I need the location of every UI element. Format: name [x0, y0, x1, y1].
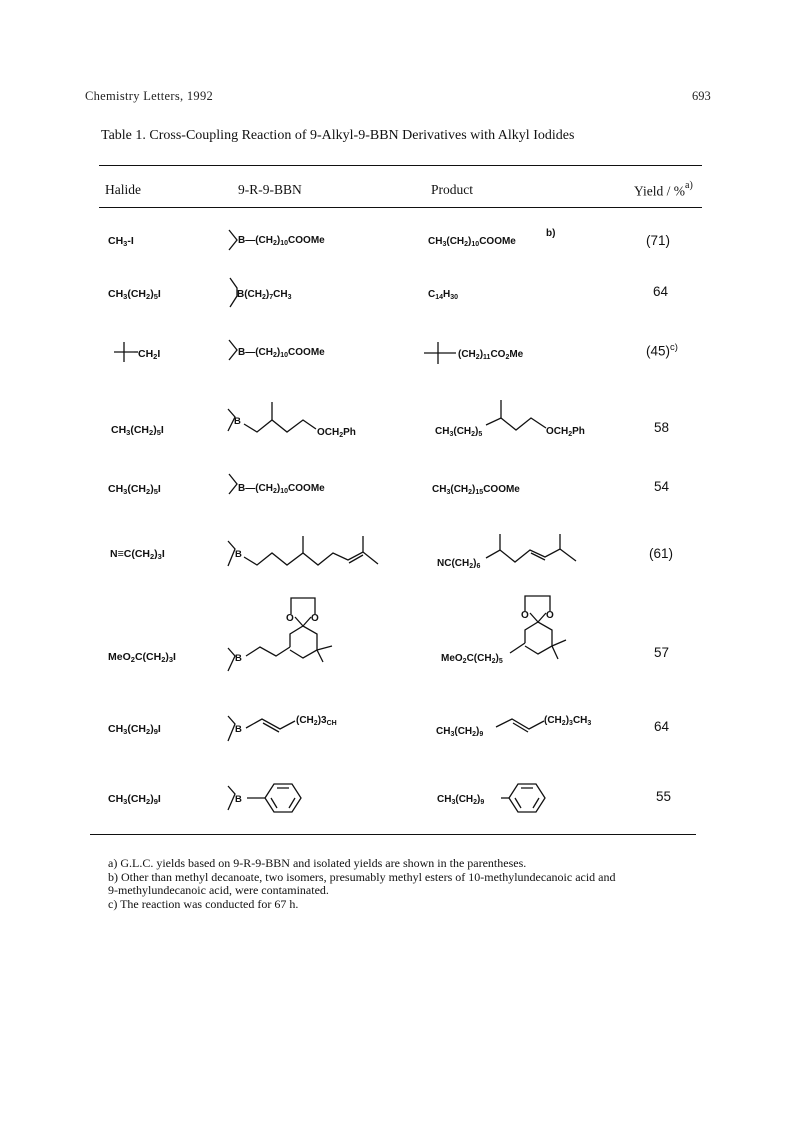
yield-4: 54	[654, 479, 670, 494]
yield-3: 58	[654, 420, 670, 435]
column-header-halide: Halide	[105, 182, 141, 197]
column-header-reagent: 9-R-9-BBN	[238, 182, 302, 197]
reagent-6-oxygen-1: O	[286, 613, 294, 624]
yield-1: 64	[653, 284, 669, 299]
row-2	[114, 340, 524, 364]
row-7	[108, 715, 591, 741]
yield-footnote-marker: a)	[685, 180, 693, 191]
reagent-4: $B—(CH_2)_{10}COOMe$	[238, 483, 325, 495]
yield-0: (71)	[646, 233, 671, 248]
product-4: $CH_3(CH_2)_{15}COOMe$	[432, 484, 520, 496]
reagent-3-ether: $OCH_2Ph$	[317, 427, 356, 439]
product-6: $MeO_2C(CH_2)_5$	[441, 653, 503, 665]
halide-5: N≡C(CH2)3I	[110, 548, 165, 561]
tert-butyl-group-product	[424, 342, 456, 364]
row-6	[108, 596, 566, 671]
row-0	[108, 228, 555, 250]
halide-8: CH3(CH2)9I	[108, 793, 161, 806]
halide-1: CH3(CH2)5I	[108, 288, 161, 301]
bbn-stub-0	[229, 230, 237, 250]
product-skeleton-8	[501, 784, 545, 812]
page-number: 693	[692, 89, 711, 103]
bbn-stub-2	[229, 340, 237, 360]
halide-6: MeO2C(CH2)3I	[108, 651, 176, 664]
row-1	[108, 278, 458, 307]
product-6-oxygen-2: O	[546, 610, 554, 621]
halide-0: CH3-I	[108, 235, 134, 248]
reagent-7-chain: $(CH_2)3_{CH}$	[296, 715, 337, 727]
product-3: $CH_3(CH_2)_5$	[435, 426, 483, 438]
yield-7: 64	[654, 719, 670, 734]
product-7-chain: $(CH_2)_3CH_3$	[544, 715, 592, 727]
row-3	[111, 400, 585, 439]
column-header-yield-label: Yield / %	[634, 183, 685, 199]
product-8: $CH_3(CH_2)_9$	[437, 794, 485, 806]
product-6-oxygen-1: O	[521, 610, 529, 621]
yield-8: 55	[656, 789, 672, 804]
table-caption: Table 1. Cross-Coupling Reaction of 9-Alkyl-9-BBN Derivatives with Alkyl Iodides	[101, 128, 575, 143]
reagent-2: $B—(CH_2)_{10}COOMe$	[238, 347, 325, 359]
yield-2	[646, 342, 678, 359]
reagent-0: $B—(CH_2)_{10}COOMe$	[238, 235, 325, 247]
product-1: $C_{14}H_{30}$	[428, 289, 459, 301]
reagent-8-boron: B	[235, 794, 242, 805]
reagent-skeleton-3	[228, 402, 316, 432]
reagent-6-boron: B	[235, 653, 242, 664]
product-5: $NC(CH_2)_6$	[437, 558, 481, 570]
product-3-ether: $OCH_2Ph$	[546, 426, 585, 438]
yield-6: 57	[654, 645, 670, 660]
footnote-b: b) Other than methyl decanoate, two isomers, presumably methyl esters of 10-methylundecanoic acid and	[108, 869, 616, 884]
product-skeleton-6	[510, 596, 566, 659]
tert-butyl-group-halide	[114, 342, 138, 362]
reagent-6-oxygen-2: O	[311, 613, 319, 624]
halide-4: CH3(CH2)5I	[108, 483, 161, 496]
product-skeleton-3	[486, 400, 546, 430]
yield-footnote-c: c)	[670, 342, 678, 353]
reagent-skeleton-6	[228, 598, 332, 671]
yield-2-value: (45)	[646, 343, 671, 359]
reagent-7-boron: B	[235, 724, 242, 735]
product-skeleton-5	[486, 534, 576, 562]
row-8	[108, 784, 545, 812]
yield-5: (61)	[649, 546, 674, 561]
product-skeleton-7	[496, 719, 544, 732]
halide-3: CH3(CH2)5I	[111, 424, 164, 437]
product-7: $CH_3(CH_2)_9$	[436, 726, 484, 738]
row-4	[108, 474, 520, 496]
reagent-1: $B(CH_2)_7CH_3$	[237, 289, 292, 301]
halide-2: CH2I	[138, 348, 161, 361]
journal-header: Chemistry Letters, 1992	[85, 89, 214, 103]
bbn-stub-1	[230, 278, 237, 307]
footnote-c: c) The reaction was conducted for 67 h.	[108, 896, 299, 911]
halide-7: CH3(CH2)9I	[108, 723, 161, 736]
reagent-5-boron: B	[235, 549, 242, 560]
product-2: $(CH_2)_{11}CO_2Me$	[458, 349, 524, 361]
reagent-skeleton-5	[228, 536, 378, 566]
footnotes	[108, 857, 708, 911]
reagent-3-boron: B	[234, 416, 241, 427]
product-0: $CH_3(CH_2)_{10}COOMe$	[428, 236, 516, 248]
footnote-a: a) G.L.C. yields based on 9-R-9-BBN and isolated yields are shown in the parentheses.	[108, 856, 527, 870]
bbn-stub-4	[229, 474, 237, 494]
product-footnote-b: b)	[546, 228, 556, 239]
footnote-b-continued: 9-methylundecanoic acid, were contaminated.	[108, 883, 329, 898]
row-5	[110, 534, 576, 570]
column-header-product: Product	[431, 182, 473, 197]
